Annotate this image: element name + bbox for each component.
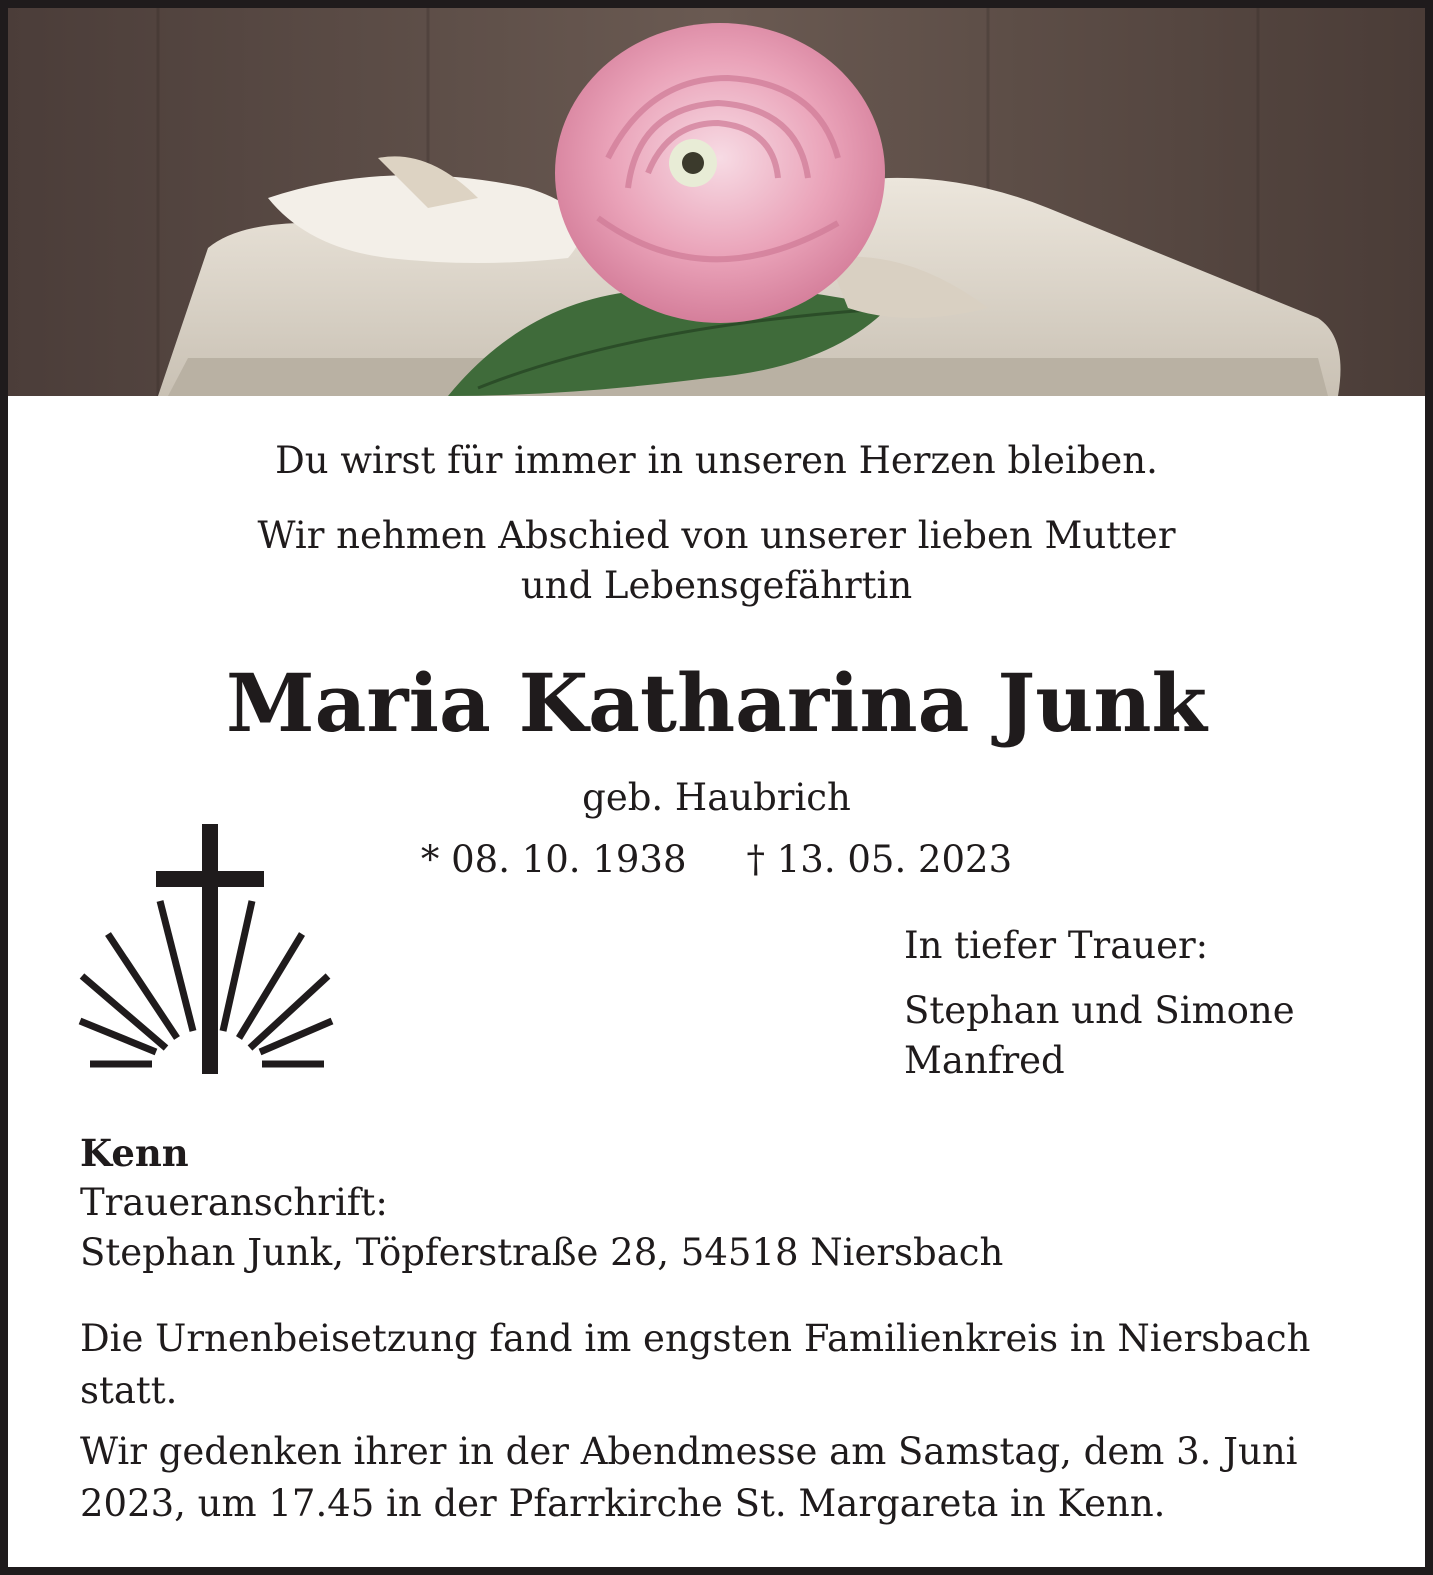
mourners-line-1: Stephan und Simone: [904, 989, 1295, 1032]
rose-on-book-photo: [8, 8, 1425, 396]
farewell-line-2: und Lebensgefährtin: [520, 564, 913, 607]
deceased-name: Maria Katharina Junk: [226, 656, 1207, 750]
mourners-line-2: Manfred: [904, 1039, 1065, 1082]
mass-note: Wir gedenken ihrer in der Abendmesse am Samstag, dem 3. Juni 2023, um 17.45 in der Pfarrkirche St. Margareta in Kenn.: [80, 1430, 1298, 1525]
address-label: Traueranschrift:: [80, 1181, 388, 1224]
birth-date: * 08. 10. 1938: [420, 838, 687, 881]
mourning-address: Stephan Junk, Töpferstraße 28, 54518 Niersbach: [80, 1231, 1004, 1274]
place-name: Kenn: [80, 1131, 189, 1175]
death-date: † 13. 05. 2023: [746, 838, 1013, 881]
farewell-line-1: Wir nehmen Abschied von unserer lieben Mutter: [257, 514, 1176, 557]
burial-note: Die Urnenbeisetzung fand im engsten Familienkreis in Niersbach statt.: [80, 1317, 1311, 1412]
header-photo: [8, 8, 1425, 396]
memorial-verse: Du wirst für immer in unseren Herzen bleiben.: [275, 439, 1158, 482]
mourners-heading: In tiefer Trauer:: [904, 924, 1209, 967]
maiden-name: geb. Haubrich: [582, 776, 851, 819]
cross-with-rays-icon: [76, 816, 336, 1078]
